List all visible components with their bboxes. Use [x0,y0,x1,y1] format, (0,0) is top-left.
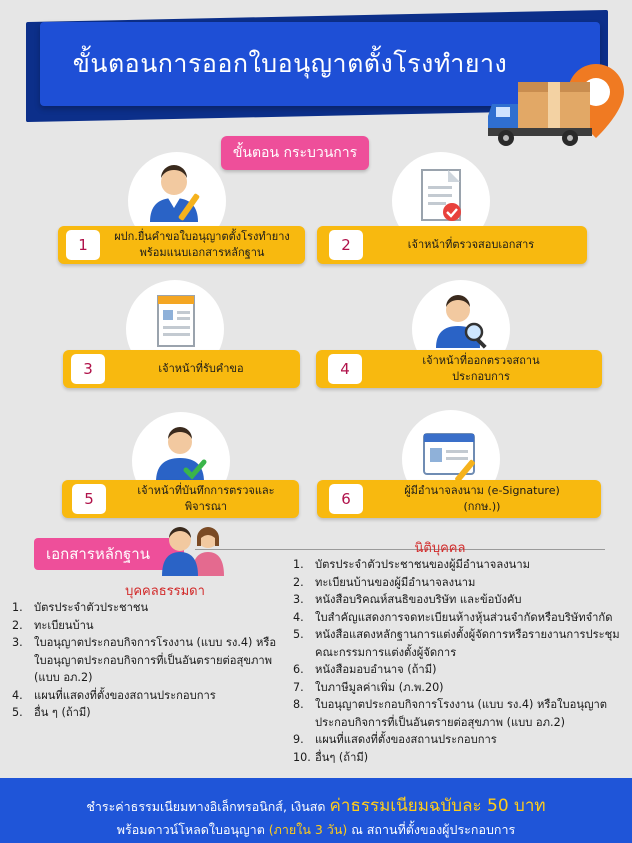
step-2-text-line-1: เจ้าหน้าที่ตรวจสอบเอกสาร [407,238,535,251]
juristic-person-list [293,556,628,766]
step-3-text-line-1: เจ้าหน้าที่รับคำขอ [158,362,244,375]
step-6-text-line-2: (กกษ.)) [463,500,501,513]
step-4-text-line-1: เจ้าหน้าที่ออกตรวจสถาน [422,354,540,367]
step-3-bar [63,350,300,388]
step-2-number: 2 [329,230,363,260]
footer-download-text: พร้อมดาวน์โหลดใบอนุญาต [116,822,265,837]
footer-line-1 [0,792,632,819]
list-item: 3. หนังสือบริคณห์สนธิของบริษัท และข้อบังคับ [293,593,522,606]
footer-banner [0,778,632,843]
step-6-text-line-1: ผู้มีอำนาจลงนาม (e-Signature) [404,484,560,497]
documents-heading: เอกสารหลักฐาน [34,538,184,570]
list-item: 6. หนังสือมอบอำนาจ (ถ้ามี) [293,663,437,676]
steps-heading: ขั้นตอน กระบวนการ [221,136,369,170]
step-4-text-line-2: ประกอบการ [452,370,510,383]
step-5-text-line-2: พิจารณา [184,500,228,513]
step-4-number: 4 [328,354,362,384]
juristic-person-title: นิติบุคคล [414,541,466,556]
step-6-number: 6 [329,484,363,514]
list-item: 9. แผนที่แสดงที่ตั้งของสถานประกอบการ [293,733,497,746]
list-item: 4. แผนที่แสดงที่ตั้งของสถานประกอบการ [12,688,216,702]
step-6-bar [317,480,601,518]
step-1-bar [58,226,305,264]
step-5-text-line-1: เจ้าหน้าที่บันทึกการตรวจและ [137,484,275,497]
list-item: 10. อื่นๆ (ถ้ามี) [293,750,369,764]
list-item: 1. บัตรประจำตัวประชาชนของผู้มีอำนาจลงนาม [293,558,530,571]
footer-location-text: ณ สถานที่ตั้งของผู้ประกอบการ [351,822,516,837]
list-item: 5. หนังสือแสดงหลักฐานการแต่งตั้งผู้จัดการหรือรายงานการประชุมคณะกรรมการแต่งตั้งผู้จัดการ [293,628,620,659]
step-1-text-line-2: พร้อมแนบเอกสารหลักฐาน [139,246,265,259]
footer-fee-text: ค่าธรรมเนียมฉบับละ 50 บาท [329,796,546,816]
natural-person-list [12,599,280,722]
page-title: ขั้นตอนการออกใบอนุญาตตั้งโรงทำยาง [72,49,508,78]
step-1-text-line-1: ผปก.ยื่นคำขอใบอนุญาตตั้งโรงทำยาง [114,230,290,243]
footer-deadline-text: (ภายใน 3 วัน) [268,822,348,837]
list-item: 2. ทะเบียนบ้านของผู้มีอำนาจลงนาม [293,575,476,589]
list-item: 5. อื่น ๆ (ถ้ามี) [12,706,91,719]
step-3-number: 3 [71,354,105,384]
list-item: 8. ใบอนุญาตประกอบกิจการโรงงาน (แบบ รง.4) หรือใบอนุญาตประกอบกิจการที่เป็นอันตรายต่อสุขภาพ (แบบ อภ.2) [293,698,608,729]
truck-icon [488,60,628,155]
natural-person-title: บุคคลธรรมดา [125,584,205,599]
list-item: 4. ใบสำคัญแสดงการจดทะเบียนห้างหุ้นส่วนจำกัดหรือบริษัทจำกัด [293,610,613,624]
people-icon [160,524,226,576]
list-item: 7. ใบภาษีมูลค่าเพิ่ม (ภ.พ.20) [293,680,444,694]
list-item: 3. ใบอนุญาตประกอบกิจการโรงงาน (แบบ รง.4) หรือใบอนุญาตประกอบกิจการที่เป็นอันตรายต่อสุขภาพ (แบบ อภ.2) [12,636,277,684]
list-item: 2. ทะเบียนบ้าน [12,618,94,632]
footer-payment-text: ชำระค่าธรรมเนียมทางอิเล็กทรอนิกส์, เงินสด [86,799,326,814]
step-5-bar [62,480,299,518]
footer-line-2 [0,820,632,840]
step-5-number: 5 [72,484,106,514]
list-item: 1. บัตรประจำตัวประชาชน [12,601,149,614]
step-1-number: 1 [66,230,100,260]
step-2-bar [317,226,587,264]
step-4-bar [316,350,602,388]
